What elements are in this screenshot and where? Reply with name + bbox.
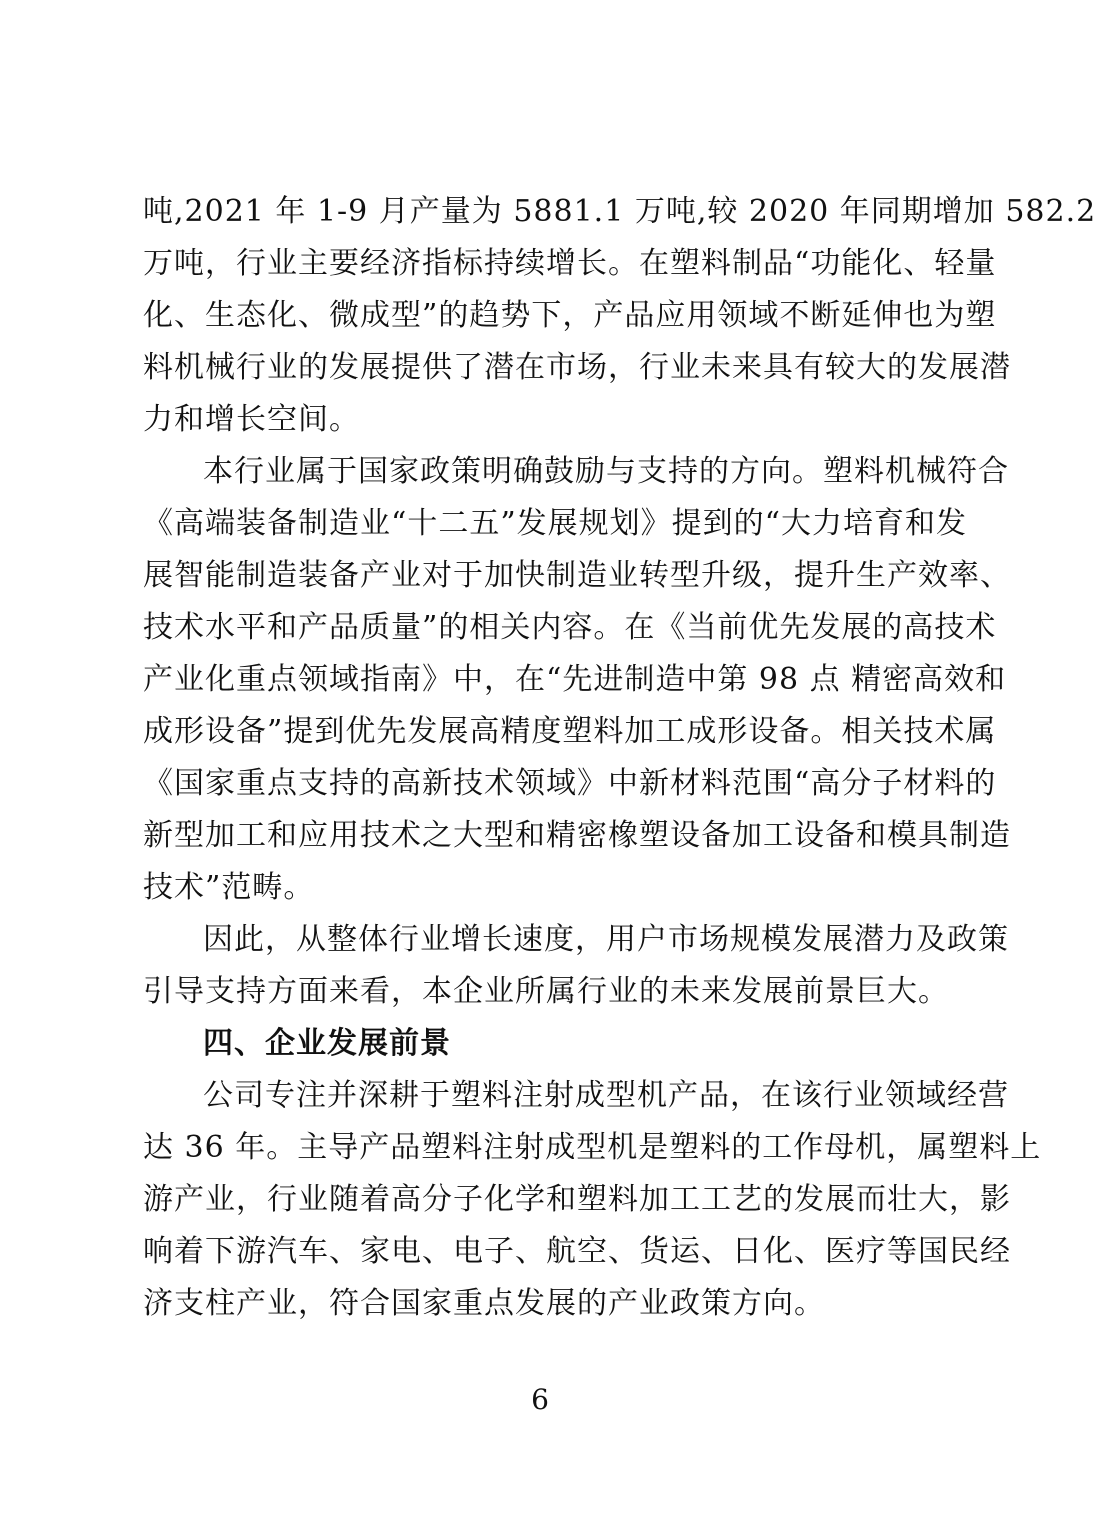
text-line: 产业化重点领域指南》中，在“先进制造中第 98 点 精密高效和 — [143, 662, 1007, 697]
text-line: 公司专注并深耕于塑料注射成型机产品，在该行业领域经营 — [203, 1078, 1009, 1113]
text-line: 成形设备”提到优先发展高精度塑料加工成形设备。相关技术属 — [143, 714, 997, 749]
text-line: 展智能制造装备产业对于加快制造业转型升级，提升生产效率、 — [143, 558, 1011, 593]
text-line: 技术”范畴。 — [143, 870, 315, 905]
section-heading — [143, 1018, 945, 1070]
text-line: 万吨，行业主要经济指标持续增长。在塑料制品“功能化、轻量 — [143, 246, 997, 281]
text-line: 新型加工和应用技术之大型和精密橡塑设备加工设备和模具制造 — [143, 818, 1011, 853]
heading-enterprise-prospects: 四、企业发展前景 — [203, 1026, 451, 1061]
text-line: 济支柱产业，符合国家重点发展的产业政策方向。 — [143, 1286, 825, 1321]
text-line: 引导支持方面来看，本企业所属行业的未来发展前景巨大。 — [143, 974, 949, 1009]
text-line: 技术水平和产品质量”的相关内容。在《当前优先发展的高技术 — [143, 610, 997, 645]
text-line: 吨,2021 年 1-9 月产量为 5881.1 万吨,较 2020 年同期增加 582.2 — [143, 194, 1096, 229]
text-line: 响着下游汽车、家电、电子、航空、货运、日化、医疗等国民经 — [143, 1234, 1011, 1269]
text-line: 《国家重点支持的高新技术领域》中新材料范围“高分子材料的 — [143, 766, 997, 801]
paragraph-company-focus — [143, 1070, 1042, 1330]
paragraph-policy-support — [143, 446, 1011, 914]
text-line: 因此，从整体行业增长速度，用户市场规模发展潜力及政策 — [203, 922, 1009, 957]
text-line: 力和增长空间。 — [143, 402, 360, 437]
text-line: 化、生态化、微成型”的趋势下，产品应用领域不断延伸也为塑 — [143, 298, 997, 333]
paragraph-conclusion — [143, 914, 1009, 1018]
text-line: 本行业属于国家政策明确鼓励与支持的方向。塑料机械符合 — [203, 454, 1009, 489]
page-number: 6 — [531, 1383, 549, 1416]
text-line: 达 36 年。主导产品塑料注射成型机是塑料的工作母机，属塑料上 — [143, 1130, 1042, 1165]
text-line: 游产业，行业随着高分子化学和塑料加工工艺的发展而壮大，影 — [143, 1182, 1011, 1217]
paragraph-industry-output — [143, 186, 1096, 446]
text-line: 料机械行业的发展提供了潜在市场，行业未来具有较大的发展潜 — [143, 350, 1011, 385]
text-line: 《高端装备制造业“十二五”发展规划》提到的“大力培育和发 — [143, 506, 968, 541]
body-text — [143, 186, 1096, 1330]
